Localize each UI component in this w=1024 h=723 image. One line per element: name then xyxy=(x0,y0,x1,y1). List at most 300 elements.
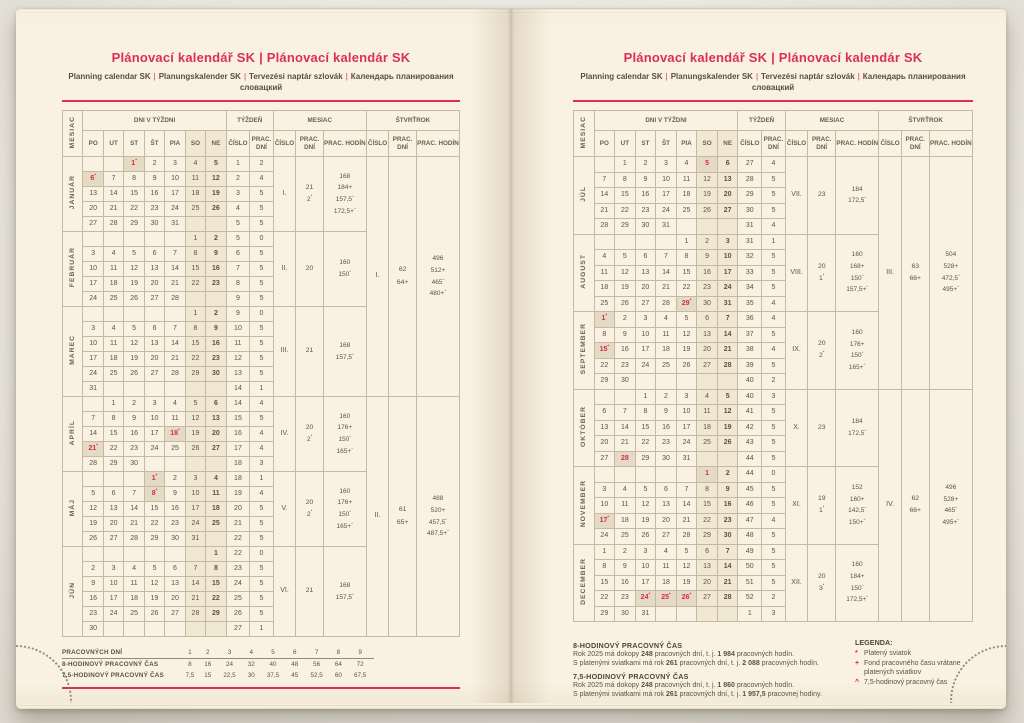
month-workhours-cell: 160 176+ 150^ 165+^ xyxy=(836,312,879,390)
day-cell: 6 xyxy=(206,397,227,412)
sub-column-header: PRAC. DNÍ xyxy=(250,131,274,157)
day-cell: 1 xyxy=(206,547,227,562)
sub-column-header: ČÍSLO xyxy=(879,131,902,157)
week-number-cell: 26 xyxy=(226,607,250,622)
week-workdays-cell: 4 xyxy=(250,442,274,457)
month-number-cell: X. xyxy=(785,389,808,467)
day-cell: 25 xyxy=(165,442,185,457)
day-cell: 15 xyxy=(185,337,205,352)
day-cell: 15 xyxy=(144,502,164,517)
day-cell: 31 xyxy=(717,296,738,312)
month-workhours-cell: 160 176+ 150^ 165+^ xyxy=(323,472,366,547)
day-cell: 2 xyxy=(635,157,656,173)
day-cell: 8 xyxy=(697,482,718,498)
subtitle-separator: | xyxy=(755,72,759,81)
day-cell: 26 xyxy=(676,358,697,374)
day-cell: 30 xyxy=(165,532,185,547)
week-workdays-cell: 5 xyxy=(250,412,274,427)
day-cell: 28 xyxy=(185,607,205,622)
day-cell: 16 xyxy=(697,265,718,281)
day-cell: 5 xyxy=(676,544,697,560)
week-workdays-cell: 1 xyxy=(250,472,274,487)
week-workdays-cell: 4 xyxy=(762,157,786,173)
day-cell: 18 xyxy=(103,352,123,367)
conversion-value-cell: 5 xyxy=(259,647,287,659)
day-cell: 19 xyxy=(144,592,164,607)
sub-column-header: ČÍSLO xyxy=(366,131,389,157)
day-column-header: PIA xyxy=(676,131,697,157)
month-number-cell: VI. xyxy=(273,547,296,637)
day-cell xyxy=(185,382,205,397)
day-cell: 3 xyxy=(635,312,656,328)
day-cell xyxy=(656,234,677,250)
day-cell: 23 xyxy=(165,517,185,532)
day-cell: 2 xyxy=(124,397,144,412)
day-cell: 22 xyxy=(594,358,615,374)
quarter-group-header: ŠTVRŤROK xyxy=(879,111,973,131)
day-cell: 30 xyxy=(635,219,656,235)
week-workdays-cell: 4 xyxy=(762,312,786,328)
day-cell: 18 xyxy=(103,277,123,292)
conversion-value-cell: 37,5 xyxy=(266,672,280,679)
conversion-row xyxy=(62,659,374,671)
day-cell: 1 xyxy=(185,307,205,322)
week-workdays-cell: 5 xyxy=(250,292,274,307)
day-cell: 7 xyxy=(717,544,738,560)
month-name-label: AUGUST xyxy=(579,253,587,289)
day-cell: 4 xyxy=(615,482,636,498)
day-cell: 12 xyxy=(635,498,656,514)
day-cell xyxy=(83,547,103,562)
week-number-cell: 30 xyxy=(738,203,762,219)
page-right xyxy=(511,9,1006,709)
day-cell: 31 xyxy=(635,606,656,622)
month-workdays-cell: 19 1* xyxy=(808,467,836,545)
conversion-value-cell: 52,5 xyxy=(310,672,323,679)
day-cell: 7 xyxy=(594,172,615,188)
quarter-workdays-cell: 62 66+ xyxy=(901,389,929,622)
day-cell: 22 xyxy=(615,203,636,219)
day-cell: 27 xyxy=(206,442,227,457)
day-cell: 19 xyxy=(124,277,144,292)
month-name-label: DECEMBER xyxy=(579,557,587,605)
day-cell: 14 xyxy=(83,427,103,442)
month-workhours-cell: 160 176+ 150^ 165+^ xyxy=(323,397,366,472)
day-cell: 30 xyxy=(717,529,738,545)
week-workdays-cell: 5 xyxy=(250,577,274,592)
month-workhours-cell: 168 157,5^ xyxy=(323,307,366,397)
subtitle-separator: | xyxy=(153,72,156,81)
day-cell: 20 xyxy=(206,427,227,442)
day-cell: 24 xyxy=(83,367,103,382)
conversion-value-cell: 4 xyxy=(243,647,259,659)
day-cell: 18 xyxy=(185,187,205,202)
day-cell: 27 xyxy=(144,292,164,307)
month-name-cell xyxy=(574,544,595,622)
day-cell: 16 xyxy=(206,337,227,352)
week-workdays-cell: 5 xyxy=(762,405,786,421)
day-cell: 24 xyxy=(676,436,697,452)
day-cell: 16 xyxy=(656,420,677,436)
week-workdays-cell: 4 xyxy=(250,397,274,412)
week-number-cell: 35 xyxy=(738,296,762,312)
day-cell: 18 xyxy=(676,188,697,204)
month-workdays-cell: 21 2* xyxy=(296,157,324,232)
day-cell: 11 xyxy=(656,327,677,343)
sub-column-header: ČÍSLO xyxy=(226,131,250,157)
summary-block-title: 7,5-HODINOVÝ PRACOVNÝ ČAS xyxy=(573,671,689,681)
day-cell: 20 xyxy=(594,436,615,452)
day-column-header: ST xyxy=(635,131,656,157)
day-cell: 17 xyxy=(185,502,205,517)
day-cell: 16 xyxy=(615,343,636,359)
month-name-cell xyxy=(63,232,83,307)
day-cell: 8 xyxy=(635,405,656,421)
week-workdays-cell: 2 xyxy=(250,157,274,172)
quarter-group-header: ŠTVRŤROK xyxy=(366,111,459,131)
day-cell: 25 xyxy=(676,203,697,219)
day-cell: 29 xyxy=(594,374,615,390)
week-workdays-cell: 1 xyxy=(762,234,786,250)
month-workdays-cell: 23 xyxy=(808,157,836,235)
day-cell: 17 xyxy=(635,343,656,359)
week-workdays-cell: 5 xyxy=(762,327,786,343)
summary-block-line: Rok 2025 má dokopy 248 pracovných dní, t. j. 1 860 pracovných hodín. xyxy=(573,681,795,689)
day-cell: 4 xyxy=(676,157,697,173)
day-cell: 17 xyxy=(635,575,656,591)
week-group-header: TÝŽDEŇ xyxy=(226,111,273,131)
day-cell: 27 xyxy=(144,367,164,382)
month-name-cell xyxy=(63,472,83,547)
day-cell: 16 xyxy=(206,262,227,277)
quarter-number-cell: IV. xyxy=(879,389,902,622)
day-cell: 20 xyxy=(103,517,123,532)
day-cell: 27 xyxy=(635,296,656,312)
day-column-header: ŠT xyxy=(144,131,164,157)
day-cell xyxy=(83,232,103,247)
week-number-cell: 38 xyxy=(738,343,762,359)
week-number-cell: 50 xyxy=(738,560,762,576)
subtitle-segment: Planungskalender SK xyxy=(670,72,753,81)
month-number-cell: IV. xyxy=(273,397,296,472)
day-cell: 7 xyxy=(185,562,205,577)
month-workhours-cell: 152 160+ 142,5^ 150+^ xyxy=(836,467,879,545)
week-workdays-cell: 5 xyxy=(762,358,786,374)
day-cell: 21 xyxy=(676,513,697,529)
day-cell xyxy=(676,219,697,235)
week-number-cell: 40 xyxy=(738,374,762,390)
week-number-cell: 37 xyxy=(738,327,762,343)
week-number-cell: 22 xyxy=(226,547,250,562)
subtitle-separator: | xyxy=(857,72,860,81)
day-cell: 25 xyxy=(615,529,636,545)
day-column-header: UT xyxy=(103,131,123,157)
footer-rule xyxy=(62,687,460,689)
day-cell xyxy=(635,374,656,390)
month-workdays-cell: 20 xyxy=(296,232,324,307)
day-column-header: UT xyxy=(615,131,636,157)
month-workhours-cell: 184 172,5^ xyxy=(836,389,879,467)
week-number-cell: 29 xyxy=(738,188,762,204)
week-workdays-cell: 5 xyxy=(250,592,274,607)
day-cell: 16 xyxy=(83,592,103,607)
week-number-cell: 1 xyxy=(738,606,762,622)
day-cell: 20 xyxy=(656,513,677,529)
day-cell: 25 xyxy=(103,367,123,382)
day-cell: 12 xyxy=(717,405,738,421)
day-cell: 6 xyxy=(594,405,615,421)
day-cell: 12 xyxy=(185,412,205,427)
week-number-cell: 33 xyxy=(738,265,762,281)
day-cell: 25 xyxy=(656,358,677,374)
conversion-value-cell: 8 xyxy=(188,661,192,668)
day-cell: 2 xyxy=(615,544,636,560)
day-cell xyxy=(717,606,738,622)
conversion-value-cell: 72 xyxy=(356,661,364,668)
month-name-label: JANUÁR xyxy=(68,175,76,210)
day-cell: 14 xyxy=(717,560,738,576)
day-cell: 8 xyxy=(103,412,123,427)
month-name-label: MÁJ xyxy=(68,498,76,517)
week-number-cell: 1 xyxy=(226,157,250,172)
day-cell: 26 xyxy=(185,442,205,457)
day-cell xyxy=(103,472,123,487)
day-cell: 17 xyxy=(676,420,697,436)
day-cell: 22 xyxy=(676,281,697,297)
quarter-workhours-cell: 504 528+ 472,5^ 495+^ xyxy=(929,157,972,390)
week-number-cell: 40 xyxy=(738,389,762,405)
day-cell: 4 xyxy=(103,322,123,337)
day-cell: 6 xyxy=(717,157,738,173)
calendar-week-row xyxy=(574,389,973,405)
day-cell: 6 xyxy=(635,250,656,266)
day-cell: 12 xyxy=(124,262,144,277)
day-cell: 30 xyxy=(83,622,103,637)
week-workdays-cell: 5 xyxy=(762,188,786,204)
week-workdays-cell: 0 xyxy=(250,547,274,562)
month-name-label: JÚN xyxy=(68,581,76,599)
day-cell: 11 xyxy=(697,405,718,421)
day-cell xyxy=(594,157,615,173)
conversion-value-cell: 56 xyxy=(313,661,321,668)
day-cell: 15 xyxy=(185,262,205,277)
day-cell: 24 xyxy=(717,281,738,297)
day-cell: 24 xyxy=(594,529,615,545)
day-cell: 3 xyxy=(676,389,697,405)
day-cell: 21 xyxy=(594,203,615,219)
conversion-value-cell: 7 xyxy=(303,647,331,659)
calendar-table-jul-dec xyxy=(573,110,973,622)
day-cell: 9 xyxy=(124,412,144,427)
day-cell xyxy=(103,157,123,172)
week-number-cell: 18 xyxy=(226,472,250,487)
day-cell: 22 xyxy=(103,442,123,457)
day-cell: 20 xyxy=(83,202,103,217)
week-number-cell: 11 xyxy=(226,337,250,352)
day-cell xyxy=(594,467,615,483)
week-number-cell: 28 xyxy=(738,172,762,188)
month-workhours-cell: 160 150^ xyxy=(323,232,366,307)
day-cell: 11 xyxy=(103,262,123,277)
month-name-label: SEPTEMBER xyxy=(579,323,587,375)
day-cell: 11 xyxy=(594,265,615,281)
day-cell: 26 xyxy=(717,436,738,452)
day-cell: 7 xyxy=(83,412,103,427)
week-workdays-cell: 5 xyxy=(762,436,786,452)
subtitle-segment: Planungskalender SK xyxy=(158,72,241,81)
day-cell: 29 xyxy=(594,606,615,622)
day-cell: 1 xyxy=(594,544,615,560)
page-title: Plánovací kalendář SK | Plánovací kalendár SK xyxy=(111,50,411,65)
day-cell: 18 xyxy=(656,575,677,591)
day-cell: 2 xyxy=(165,472,185,487)
day-cell: 16 xyxy=(165,502,185,517)
day-column-header: PIA xyxy=(165,131,185,157)
day-cell: 15 xyxy=(676,265,697,281)
day-column-header: ŠT xyxy=(656,131,677,157)
legend-text: 7,5-hodinový pracovný čas xyxy=(864,679,948,687)
day-cell: 14 xyxy=(185,577,205,592)
subtitle-separator: | xyxy=(243,72,247,81)
page-title: Plánovací kalendář SK | Plánovací kalendár SK xyxy=(623,50,923,65)
month-number-cell: I. xyxy=(273,157,296,232)
month-workhours-cell: 160 184+ 150^ 172,5+^ xyxy=(836,544,879,622)
week-workdays-cell: 0 xyxy=(250,307,274,322)
header-rule xyxy=(573,100,973,102)
conversion-row xyxy=(62,670,374,681)
legend-symbol: * xyxy=(855,650,858,657)
day-cell: 14 xyxy=(594,188,615,204)
day-cell: 2 xyxy=(656,389,677,405)
conversion-row xyxy=(62,647,374,659)
day-cell xyxy=(144,382,164,397)
day-cell: 3 xyxy=(165,157,185,172)
quarter-number-cell: III. xyxy=(879,157,902,390)
week-workdays-cell: 5 xyxy=(762,544,786,560)
week-number-cell: 9 xyxy=(226,307,250,322)
day-cell: 9 xyxy=(83,577,103,592)
day-cell: 10 xyxy=(83,337,103,352)
conversion-row-label: 7,5-HODINOVÝ PRACOVNÝ ČAS xyxy=(62,672,164,679)
week-workdays-cell: 5 xyxy=(762,451,786,467)
day-cell: 30 xyxy=(656,451,677,467)
day-cell xyxy=(124,472,144,487)
day-cell: 5 xyxy=(185,397,205,412)
day-cell: 23 xyxy=(124,442,144,457)
day-cell xyxy=(144,457,164,472)
day-cell: 10 xyxy=(717,250,738,266)
day-cell: 20 xyxy=(144,352,164,367)
day-cell: 18 xyxy=(206,502,227,517)
day-cell xyxy=(165,307,185,322)
sub-column-header: PRAC. DNÍ xyxy=(808,131,836,157)
day-cell xyxy=(697,606,718,622)
conversion-value-cell: 2 xyxy=(200,647,216,659)
day-cell: 23 xyxy=(717,513,738,529)
month-name-cell xyxy=(574,157,595,235)
day-cell: 12 xyxy=(676,327,697,343)
day-cell: 14 xyxy=(103,187,123,202)
day-cell: 23 xyxy=(206,277,227,292)
day-cell: 5 xyxy=(676,312,697,328)
day-cell: 3 xyxy=(144,397,164,412)
day-column-header: ST xyxy=(124,131,144,157)
week-number-cell: 22 xyxy=(226,532,250,547)
day-cell: 26 xyxy=(615,296,636,312)
day-cell xyxy=(206,217,227,232)
day-cell: 26 xyxy=(144,607,164,622)
page-subtitle xyxy=(573,71,973,93)
conversion-value-cell: 30 xyxy=(247,672,255,679)
diary-spread xyxy=(16,8,1006,709)
week-number-cell: 14 xyxy=(226,397,250,412)
day-cell xyxy=(185,547,205,562)
quarter-workdays-cell: 63 66+ xyxy=(901,157,929,390)
legend-symbol: ^ xyxy=(855,679,860,687)
day-cell: 23 xyxy=(144,202,164,217)
day-cell: 6 xyxy=(103,487,123,502)
day-cell: 14 xyxy=(124,502,144,517)
week-workdays-cell: 5 xyxy=(250,607,274,622)
week-workdays-cell: 5 xyxy=(762,575,786,591)
day-cell: 26 xyxy=(83,532,103,547)
week-number-cell: 32 xyxy=(738,250,762,266)
day-cell: 13 xyxy=(717,172,738,188)
day-cell: 17 xyxy=(717,265,738,281)
day-cell: 26 xyxy=(697,203,718,219)
sub-column-header: PRAC. DNÍ xyxy=(901,131,929,157)
day-cell: 16 xyxy=(615,575,636,591)
day-cell: 2 xyxy=(697,234,718,250)
week-number-cell: 14 xyxy=(226,382,250,397)
sub-column-header: PRAC. HODÍN xyxy=(416,131,459,157)
month-workdays-cell: 20 1* xyxy=(808,234,836,312)
day-cell: 22 xyxy=(144,517,164,532)
day-cell: 18 xyxy=(615,513,636,529)
day-cell: 13 xyxy=(206,412,227,427)
day-cell xyxy=(717,219,738,235)
day-cell: 28 xyxy=(656,296,677,312)
week-number-cell: 44 xyxy=(738,451,762,467)
day-cell xyxy=(124,232,144,247)
week-number-cell: 45 xyxy=(738,482,762,498)
day-cell: 30 xyxy=(144,217,164,232)
day-cell xyxy=(615,234,636,250)
day-cell: 7 xyxy=(165,322,185,337)
day-cell xyxy=(676,606,697,622)
day-cell: 11 xyxy=(103,337,123,352)
day-cell xyxy=(144,622,164,637)
legend-text: Fond pracovného času vrátane platených sviatkov xyxy=(864,660,961,677)
day-cell: 22 xyxy=(697,513,718,529)
conversion-value-cell: 6 xyxy=(287,647,303,659)
day-cell: 18 xyxy=(697,420,718,436)
sub-column-header: PRAC. HODÍN xyxy=(929,131,972,157)
calendar-table-jan-jun xyxy=(62,110,460,637)
day-cell: 19 xyxy=(83,517,103,532)
month-workdays-cell: 20 3* xyxy=(808,544,836,622)
month-number-cell: VII. xyxy=(785,157,808,235)
day-cell: 25 xyxy=(594,296,615,312)
day-cell: 24 xyxy=(83,292,103,307)
day-cell: 2 xyxy=(83,562,103,577)
day-cell: 11 xyxy=(206,487,227,502)
month-column-header xyxy=(63,111,83,157)
week-workdays-cell: 5 xyxy=(250,532,274,547)
day-cell: 24 xyxy=(185,517,205,532)
week-number-cell: 36 xyxy=(738,312,762,328)
day-cell: 13 xyxy=(144,262,164,277)
